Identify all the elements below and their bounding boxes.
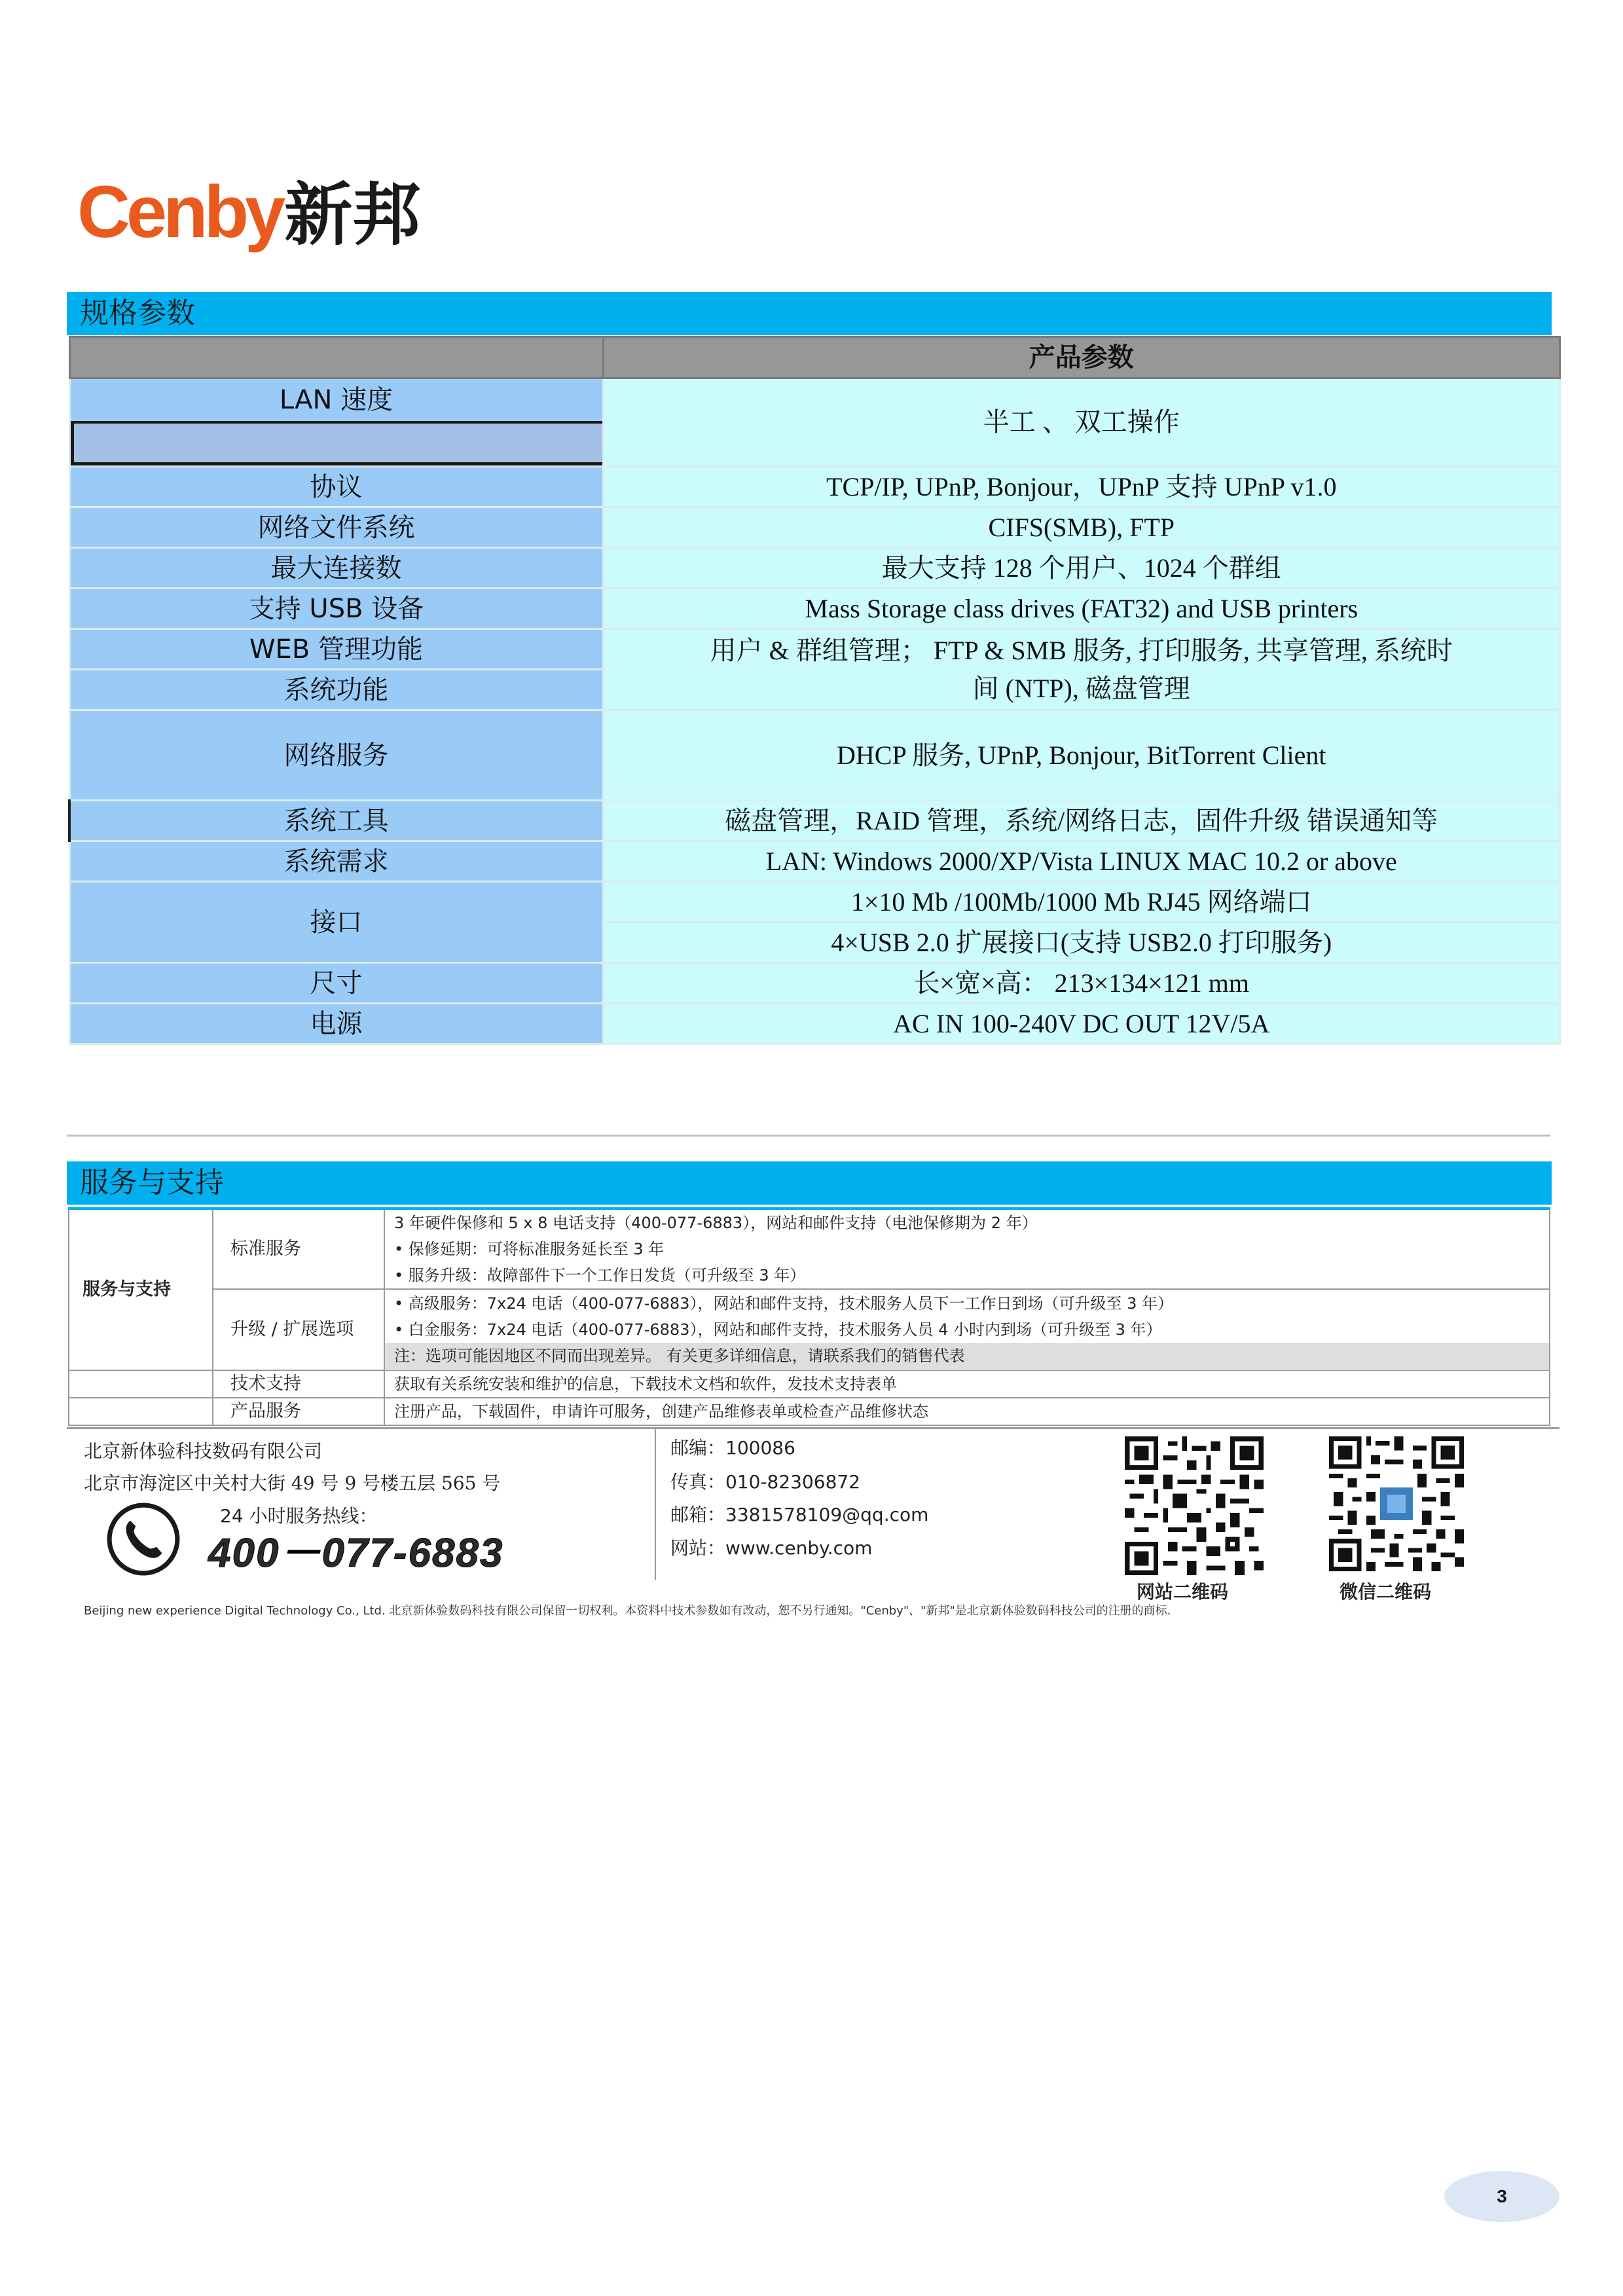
spec-label: 接口 <box>69 882 603 963</box>
phone-icon <box>105 1501 182 1578</box>
spec-value: AC IN 100-240V DC OUT 12V/5A <box>603 1004 1560 1044</box>
spec-header: 产品参数 <box>603 337 1560 378</box>
spec-label: 尺寸 <box>69 963 603 1004</box>
spec-section-title-text: 规格参数 <box>80 297 195 330</box>
spec-label: 支持 USB 设备 <box>69 589 603 629</box>
email-link[interactable]: 邮箱：3381578109@qq.com <box>670 1504 929 1525</box>
spec-label: 电源 <box>69 1004 603 1044</box>
spec-row-tools <box>69 801 1560 841</box>
service-detail-line: • 白金服务：7x24 电话（400-077-6883），网站和邮件支持，技术服务人员 4 小时内到场（可升级至 3 年） <box>394 1321 1162 1339</box>
service-detail-line: • 服务升级：故障部件下一个工作日发货（可升级至 3 年） <box>394 1266 806 1285</box>
spec-row-connections <box>69 548 1560 589</box>
section-divider <box>67 1135 1550 1137</box>
spec-value: Mass Storage class drives (FAT32) and USB printers <box>603 589 1560 629</box>
service-group-blank <box>69 1398 213 1425</box>
spec-value: 长×宽×高： 213×134×121 mm <box>603 963 1560 1004</box>
service-section-title-text: 服务与支持 <box>80 1166 224 1199</box>
brand-logo <box>77 164 421 255</box>
service-label: 升级 / 扩展选项 <box>213 1289 384 1370</box>
spec-value-line: 间 (NTP), 磁盘管理 <box>972 673 1190 703</box>
spec-label: WEB 管理功能 <box>69 629 603 670</box>
service-label: 产品服务 <box>213 1398 384 1425</box>
service-row-tech <box>69 1370 1550 1398</box>
service-row-upgrade <box>69 1289 1550 1370</box>
service-note: 注：选项可能因地区不同而出现差异。 有关更多详细信息，请联系我们的销售代表 <box>385 1343 1549 1369</box>
spec-label: 系统功能 <box>69 670 603 710</box>
spec-row-interface <box>69 882 1560 922</box>
spec-value-multiline <box>603 629 1560 710</box>
spec-row-size <box>69 963 1560 1004</box>
page-number: 3 <box>1497 2186 1507 2206</box>
logo-cjk: 新邦 <box>284 175 421 255</box>
spec-value: DHCP 服务, UPnP, Bonjour, BitTorrent Client <box>603 710 1560 801</box>
legal-notice: Beijing new experience Digital Technology Co., Ltd. 北京新体验数码科技有限公司保留一切权利。本资料中技术参数如有改动，恕不另行通知。"Cenby"、"新邦"是北京新体验数码科技公司的注册的商标. <box>84 1604 1171 1618</box>
service-detail <box>384 1289 1550 1370</box>
spec-value: CIFS(SMB), FTP <box>603 507 1560 548</box>
service-row-standard <box>69 1209 1550 1289</box>
footer-vertical-divider <box>655 1429 656 1580</box>
service-label: 标准服务 <box>213 1209 384 1289</box>
spec-row-network <box>69 710 1560 801</box>
spec-label: LAN 速度 <box>71 379 602 421</box>
postal-code: 邮编：100086 <box>670 1437 795 1459</box>
service-group-label: 服务与支持 <box>69 1209 213 1370</box>
service-detail <box>384 1209 1550 1289</box>
spec-value: TCP/IP, UPnP, Bonjour，UPnP 支持 UPnP v1.0 <box>603 467 1560 507</box>
service-detail-line: 3 年硬件保修和 5 x 8 电话支持（400-077-6883），网站和邮件支持（电池保修期为 2 年） <box>394 1214 1038 1232</box>
spec-section-title <box>67 292 1552 335</box>
hotline-label: 24 小时服务热线： <box>220 1505 378 1527</box>
service-detail: 获取有关系统安装和维护的信息，下载技术文档和软件，发技术支持表单 <box>384 1370 1550 1398</box>
company-name: 北京新体验科技数码有限公司 <box>84 1440 323 1462</box>
fax-number: 传真：010-82306872 <box>670 1471 861 1493</box>
wechat-qr-code-icon <box>1329 1436 1464 1571</box>
service-table <box>68 1207 1550 1426</box>
service-group-blank <box>69 1370 213 1398</box>
spec-value: 1×10 Mb /100Mb/1000 Mb RJ45 网络端口 <box>603 882 1560 922</box>
spec-label: 网络服务 <box>69 710 603 801</box>
website-link[interactable]: 网站：www.cenby.com <box>670 1537 873 1559</box>
spec-value-line: 用户 & 群组管理； FTP & SMB 服务, 打印服务, 共享管理, 系统时 <box>710 635 1453 665</box>
spec-value: 磁盘管理，RAID 管理，系统/网络日志，固件升级 错误通知等 <box>603 801 1560 841</box>
spec-label-cell <box>69 378 603 467</box>
service-detail-line: • 高级服务：7x24 电话（400-077-6883），网站和邮件支持，技术服务人员下一工作日到场（可升级至 3 年） <box>394 1294 1173 1313</box>
website-qr-label: 网站二维码 <box>1137 1581 1229 1603</box>
spec-table <box>68 336 1561 1045</box>
spec-row-protocol <box>69 467 1560 507</box>
hotline-number[interactable]: 400－077-6883 <box>208 1531 504 1576</box>
spec-label: 最大连接数 <box>69 548 603 589</box>
spec-header-corner <box>69 337 603 378</box>
spec-value: 最大支持 128 个用户、1024 个群组 <box>603 548 1560 589</box>
service-label: 技术支持 <box>213 1370 384 1398</box>
spec-value: 4×USB 2.0 扩展接口(支持 USB2.0 打印服务) <box>603 922 1560 963</box>
service-row-product <box>69 1398 1550 1425</box>
spec-label-blank <box>71 421 602 465</box>
spec-header-row <box>69 337 1560 378</box>
spec-row-filesystem <box>69 507 1560 548</box>
spec-label: 网络文件系统 <box>69 507 603 548</box>
spec-label: 系统工具 <box>69 801 603 841</box>
spec-value: LAN: Windows 2000/XP/Vista LINUX MAC 10.2 or above <box>603 841 1560 882</box>
spec-row-lan <box>69 378 1560 467</box>
website-qr-code-icon <box>1123 1436 1265 1575</box>
spec-row-usb <box>69 589 1560 629</box>
spec-label: 协议 <box>69 467 603 507</box>
spec-label: 系统需求 <box>69 841 603 882</box>
logo-latin: Cenby <box>77 171 282 253</box>
page-number-badge <box>1444 2171 1559 2222</box>
spec-row-requirements <box>69 841 1560 882</box>
spec-row-power <box>69 1004 1560 1044</box>
company-address: 北京市海淀区中关村大街 49 号 9 号楼五层 565 号 <box>84 1472 501 1494</box>
wechat-qr-label: 微信二维码 <box>1340 1581 1432 1603</box>
spec-value: 半工 、 双工操作 <box>603 378 1560 467</box>
service-detail: 注册产品，下载固件，申请许可服务，创建产品维修表单或检查产品维修状态 <box>384 1398 1550 1425</box>
service-section-title <box>67 1161 1552 1205</box>
spec-row-web <box>69 629 1560 670</box>
footer-divider <box>67 1427 1559 1429</box>
service-detail-line: • 保修延期：可将标准服务延长至 3 年 <box>394 1240 665 1258</box>
